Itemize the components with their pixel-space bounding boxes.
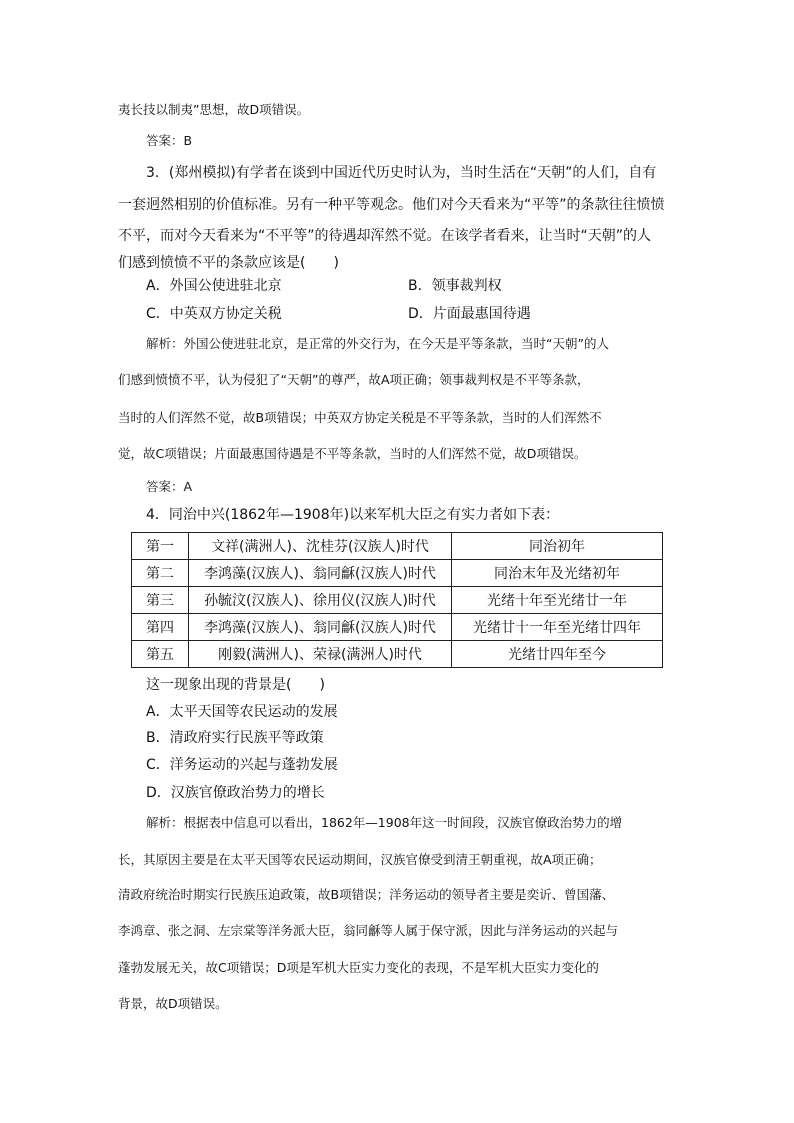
q4-stem: 4．同治中兴(1862年—1908年)以来军机大臣之有实力者如下表： bbox=[146, 507, 560, 523]
table-cell: 李鸿藻(汉族人)、翁同龢(汉族人)时代 bbox=[189, 560, 452, 587]
table-cell: 第五 bbox=[132, 641, 189, 668]
q4-option-a: A．太平天国等农民运动的发展 bbox=[146, 704, 338, 720]
q4-analysis-line-5: 蓬勃发展无关，故C项错误；D项是军机大臣实力变化的表现，不是军机大臣实力变化的 bbox=[118, 960, 599, 975]
q3-analysis-line-1: 解析：外国公使进驻北京，是正常的外交行为，在今天是平等条款，当时“天朝”的人 bbox=[146, 336, 609, 351]
table-cell: 第四 bbox=[132, 614, 189, 641]
q3-option-b: B．领事裁判权 bbox=[408, 278, 502, 294]
q3-option-c: C．中英双方协定关税 bbox=[146, 306, 282, 322]
table-cell: 李鸿藻(汉族人)、翁同龢(汉族人)时代 bbox=[189, 614, 452, 641]
table-cell: 孙毓汶(汉族人)、徐用仪(汉族人)时代 bbox=[189, 587, 452, 614]
table-cell: 刚毅(满洲人)、荣禄(满洲人)时代 bbox=[189, 641, 452, 668]
q4-question: 这一现象出现的背景是( ) bbox=[146, 677, 325, 693]
table-cell: 光绪廿四年至今 bbox=[452, 641, 663, 668]
table-cell: 光绪廿十一年至光绪廿四年 bbox=[452, 614, 663, 641]
q4-option-d: D．汉族官僚政治势力的增长 bbox=[146, 785, 325, 801]
q2-answer: 答案：B bbox=[146, 133, 193, 148]
q3-answer: 答案：A bbox=[146, 479, 193, 494]
q4-analysis-line-2: 长，其原因主要是在太平天国等农民运动期间，汉族官僚受到清王朝重视，故A项正确； bbox=[118, 852, 602, 867]
q3-stem-line-3: 不平，而对今天看来为“不平等”的待遇却浑然不觉。在该学者看来，让当时“天朝”的人 bbox=[118, 228, 652, 244]
q3-option-a: A．外国公使进驻北京 bbox=[146, 278, 282, 294]
q3-stem-line-2: 一套迥然相别的价值标准。另有一种平等观念。他们对今天看来为“平等”的条款往往愤愤 bbox=[118, 197, 665, 213]
q4-analysis-line-3: 清政府统治时期实行民族压迫政策，故B项错误；洋务运动的领导者主要是奕䜣、曾国藩、 bbox=[118, 887, 615, 902]
table-cell: 第二 bbox=[132, 560, 189, 587]
q3-stem-line-4: 们感到愤愤不平的条款应该是( ) bbox=[118, 255, 339, 271]
table-cell: 光绪十年至光绪廿一年 bbox=[452, 587, 663, 614]
table-cell: 同治初年 bbox=[452, 533, 663, 560]
q4-analysis-line-6: 背景，故D项错误。 bbox=[118, 996, 228, 1011]
q3-analysis-line-3: 当时的人们浑然不觉，故B项错误；中英双方协定关税是不平等条款，当时的人们浑然不 bbox=[118, 410, 602, 425]
continuation-text: 夷长技以制夷”思想，故D项错误。 bbox=[118, 102, 310, 117]
table-cell: 第一 bbox=[132, 533, 189, 560]
q4-analysis-line-4: 李鸿章、张之洞、左宗棠等洋务派大臣，翁同龢等人属于保守派，因此与洋务运动的兴起与 bbox=[118, 923, 619, 938]
table-cell: 第三 bbox=[132, 587, 189, 614]
q4-analysis-line-1: 解析：根据表中信息可以看出，1862年—1908年这一时间段，汉族官僚政治势力的增 bbox=[146, 815, 623, 830]
table-row bbox=[132, 560, 663, 587]
officials-table bbox=[131, 532, 663, 668]
q4-option-c: C．洋务运动的兴起与蓬勃发展 bbox=[146, 757, 338, 773]
table-cell: 文祥(满洲人)、沈桂芬(汉族人)时代 bbox=[189, 533, 452, 560]
table-row bbox=[132, 587, 663, 614]
table-cell: 同治末年及光绪初年 bbox=[452, 560, 663, 587]
table-row bbox=[132, 641, 663, 668]
q3-analysis-line-2: 们感到愤愤不平，认为侵犯了“天朝”的尊严，故A项正确；领事裁判权是不平等条款， bbox=[118, 372, 590, 387]
q3-analysis-line-4: 觉，故C项错误；片面最惠国待遇是不平等条款，当时的人们浑然不觉，故D项错误。 bbox=[118, 446, 587, 461]
table-row bbox=[132, 614, 663, 641]
q4-option-b: B．清政府实行民族平等政策 bbox=[146, 730, 324, 746]
q3-option-d: D．片面最惠国待遇 bbox=[408, 306, 531, 322]
q3-stem-line-1: 3．(郑州模拟)有学者在谈到中国近代历史时认为，当时生活在“天朝”的人们，自有 bbox=[146, 165, 657, 181]
table-row bbox=[132, 533, 663, 560]
